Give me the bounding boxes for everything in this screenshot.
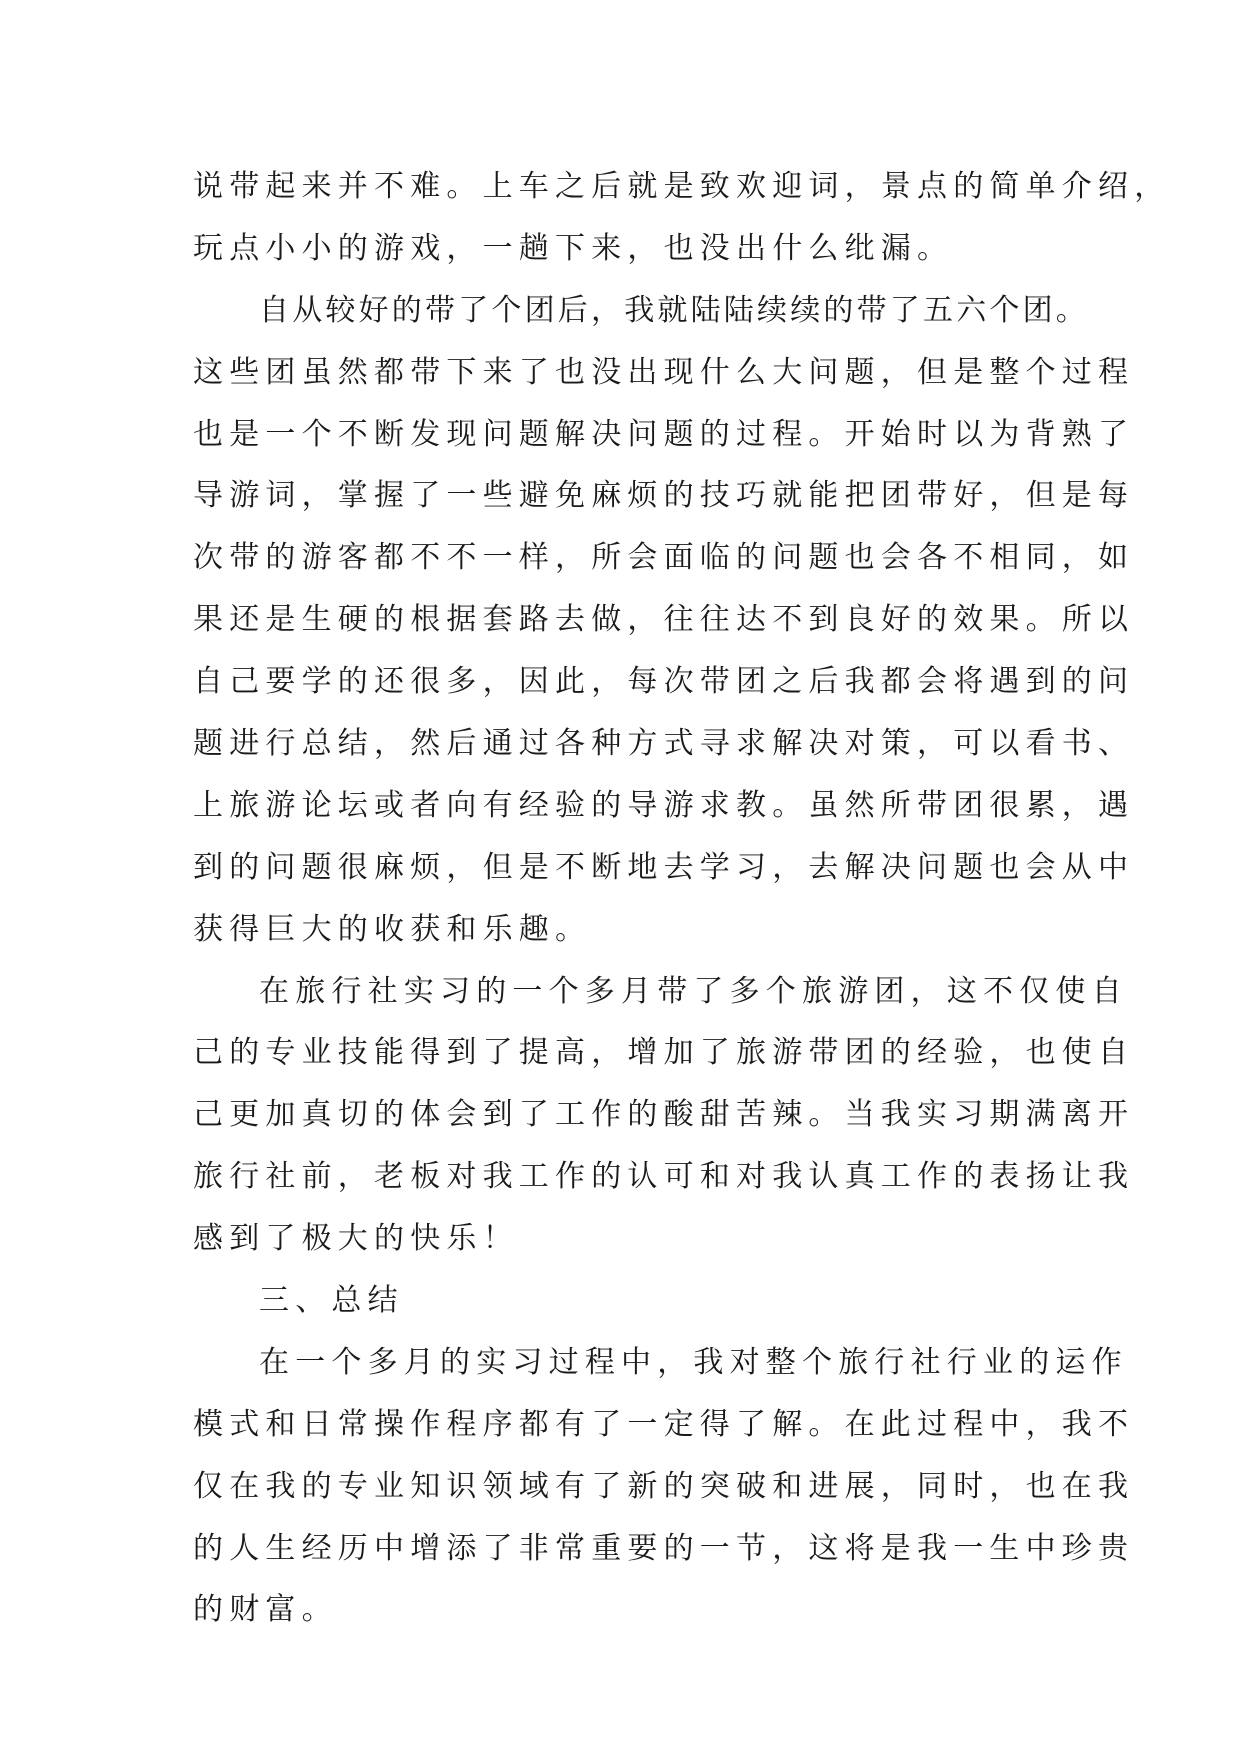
- text-line: 上旅游论坛或者向有经验的导游求教。虽然所带团很累，遇: [193, 787, 1135, 823]
- text-line: 玩点小小的游戏，一趟下来，也没出什么纰漏。: [193, 230, 954, 266]
- paragraph-start-line: 在一个多月的实习过程中，我对整个旅行社行业的运作: [259, 1344, 1128, 1380]
- text-line: 果还是生硬的根据套路去做，往往达不到良好的效果。所以: [193, 602, 1135, 638]
- text-line: 自己要学的还很多，因此，每次带团之后我都会将遇到的问: [193, 664, 1135, 700]
- text-line: 模式和日常操作程序都有了一定得了解。在此过程中，我不: [193, 1406, 1135, 1442]
- section-heading: 三、总结: [259, 1283, 404, 1319]
- text-line: 这些团虽然都带下来了也没出现什么大问题，但是整个过程: [193, 354, 1135, 390]
- text-line: 感到了极大的快乐！: [193, 1221, 519, 1257]
- text-line: 到的问题很麻烦，但是不断地去学习，去解决问题也会从中: [193, 849, 1135, 885]
- text-line: 仅在我的专业知识领域有了新的突破和进展，同时，也在我: [193, 1468, 1135, 1504]
- text-line: 的人生经历中增添了非常重要的一节，这将是我一生中珍贵: [193, 1530, 1135, 1566]
- text-line: 说带起来并不难。上车之后就是致欢迎词，景点的简单介绍，: [193, 169, 1171, 204]
- document-body: [193, 156, 1171, 1641]
- text-line: 题进行总结，然后通过各种方式寻求解决对策，可以看书、: [193, 726, 1135, 762]
- text-line: 己的专业技能得到了提高，增加了旅游带团的经验，也使自: [193, 1035, 1135, 1071]
- paragraph-start-line: 在旅行社实习的一个多月带了多个旅游团，这不仅使自: [259, 973, 1128, 1009]
- text-line: 导游词，掌握了一些避免麻烦的技巧就能把团带好，但是每: [193, 478, 1135, 514]
- text-line: 的财富。: [193, 1592, 338, 1628]
- text-line: 次带的游客都不不一样，所会面临的问题也会各不相同，如: [193, 540, 1135, 576]
- text-line: 获得巨大的收获和乐趣。: [193, 911, 592, 947]
- paragraph-start-line: 自从较好的带了个团后，我就陆陆续续的带了五六个团。: [259, 292, 1089, 328]
- text-line: 也是一个不断发现问题解决问题的过程。开始时以为背熟了: [193, 416, 1135, 452]
- text-line: 己更加真切的体会到了工作的酸甜苦辣。当我实习期满离开: [193, 1097, 1135, 1133]
- text-line: 旅行社前，老板对我工作的认可和对我认真工作的表扬让我: [193, 1159, 1135, 1195]
